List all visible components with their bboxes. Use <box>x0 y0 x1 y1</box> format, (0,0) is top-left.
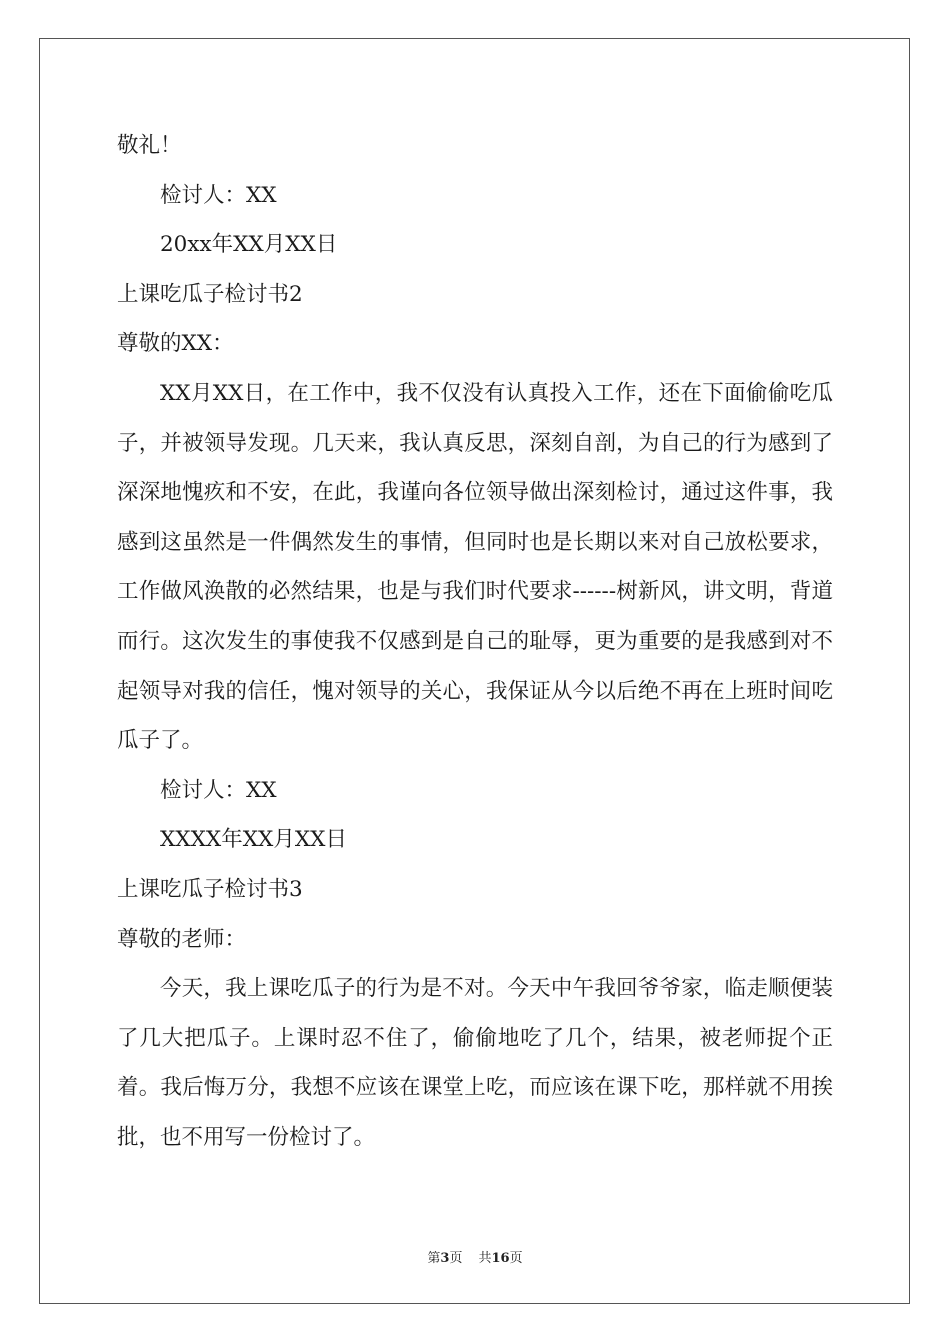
section-title: 上课吃瓜子检讨书2 <box>117 281 303 307</box>
salutation: 尊敬的XX： <box>117 331 234 357</box>
footer-total-suffix: 页 <box>509 1251 523 1266</box>
date-line: XXXX年XX月XX日 <box>160 827 347 853</box>
closing-salutation: 敬礼！ <box>117 133 182 158</box>
section-title: 上课吃瓜子检讨书3 <box>117 876 303 902</box>
date-line: 20xx年XX月XX日 <box>160 232 338 258</box>
salutation: 尊敬的老师： <box>117 926 247 952</box>
footer-page-suffix: 页 <box>449 1251 463 1266</box>
current-page-number: 3 <box>440 1251 450 1266</box>
signer-line: 检讨人：XX <box>160 777 277 803</box>
total-pages-number: 16 <box>491 1251 510 1266</box>
page-footer <box>0 1247 950 1266</box>
document-body <box>117 121 833 1162</box>
body-paragraph: XX月XX日，在工作中，我不仅没有认真投入工作，还在下面偷偷吃瓜子，并被领导发现。几天来，我认真反思，深刻自剖，为自己的行为感到了深深地愧疚和不安，在此，我谨向各位领导做出深刻检讨，通过这件事，我感到这虽然是一件偶然发生的事情，但同时也是长期以来对自己放松要求，工作做风涣散的必然结果，也是与我们时代要求------树新风，讲文明，背道而行。这次发生的事使我不仅感到是自己的耻辱，更为重要的是我感到对不起领导对我的信任，愧对领导的关心，我保证从今以后绝不再在上班时间吃瓜子了。 <box>117 380 833 754</box>
footer-total-prefix: 共 <box>478 1251 492 1266</box>
body-paragraph: 今天，我上课吃瓜子的行为是不对。今天中午我回爷爷家，临走顺便装了几大把瓜子。上课时忍不住了，偷偷地吃了几个，结果，被老师捉个正着。我后悔万分，我想不应该在课堂上吃，而应该在课下吃，那样就不用挨批，也不用写一份检讨了。 <box>117 976 833 1150</box>
footer-prefix: 第 <box>427 1251 441 1266</box>
signer-line: 检讨人：XX <box>160 182 277 208</box>
